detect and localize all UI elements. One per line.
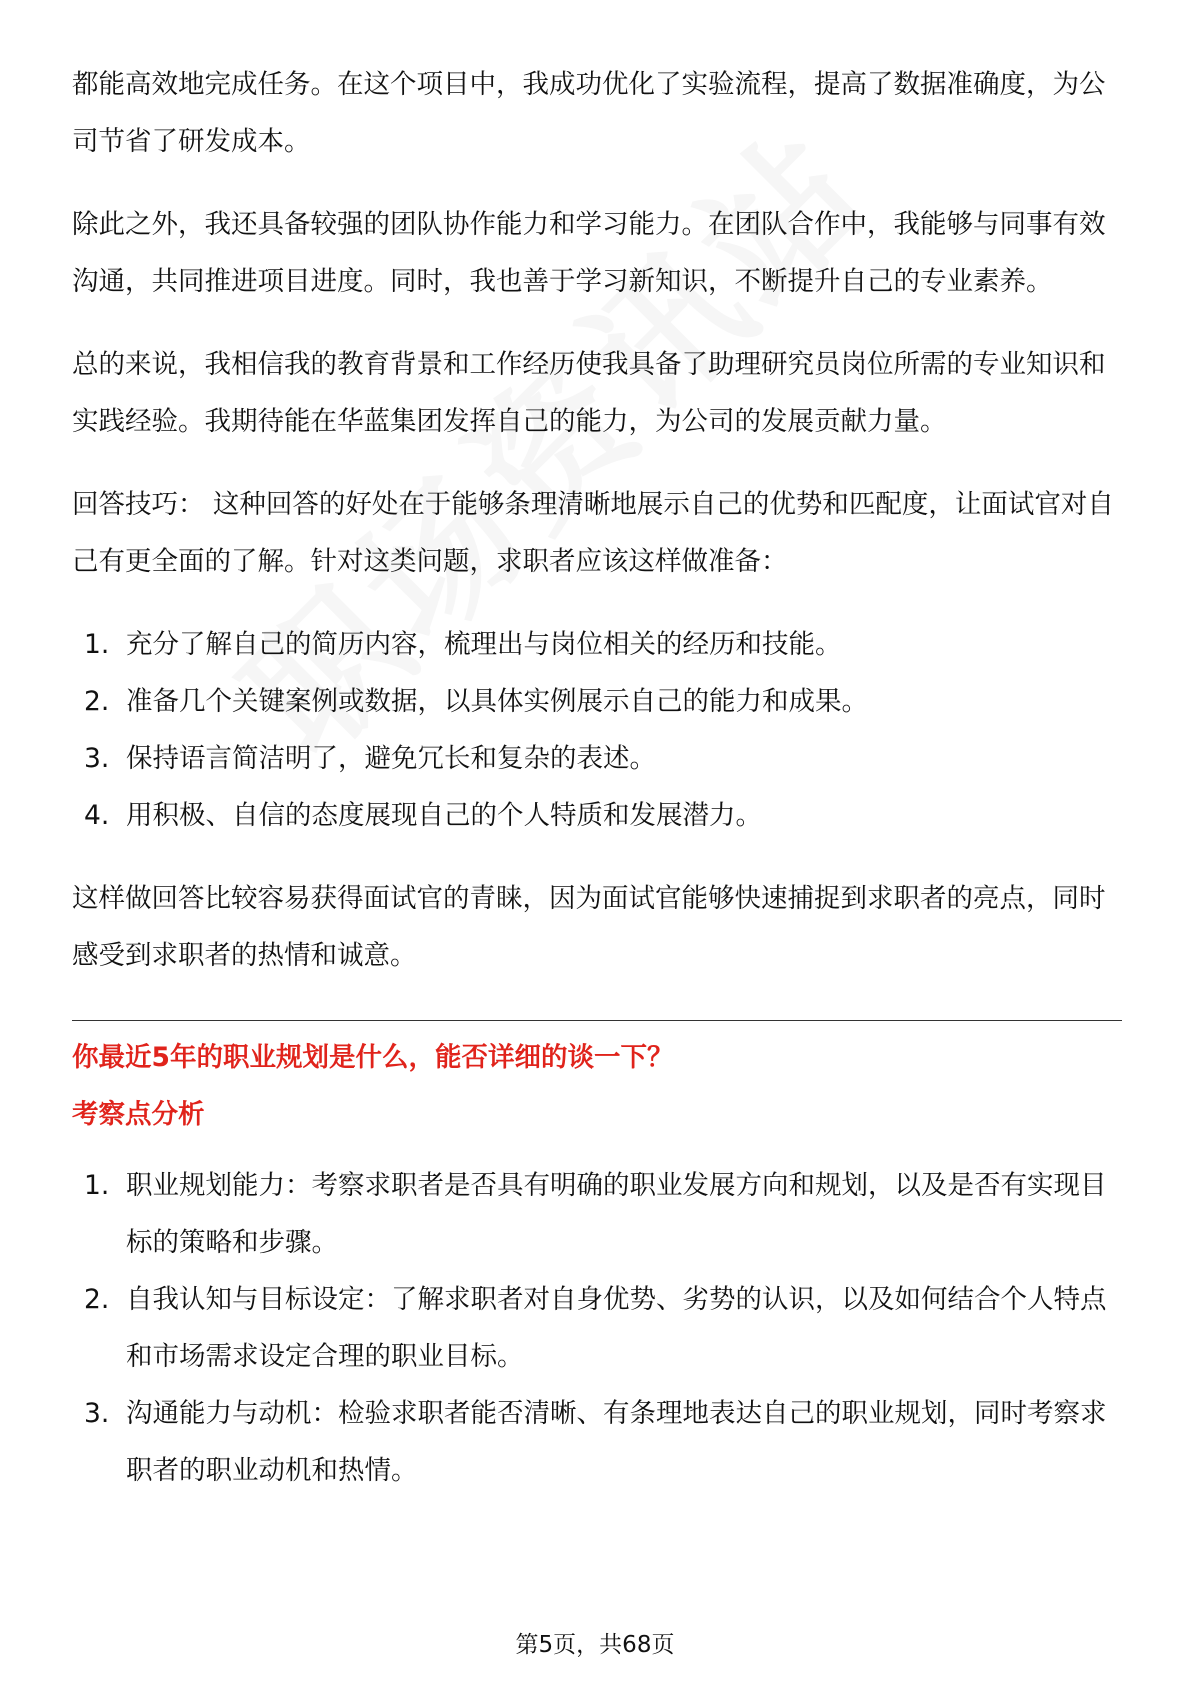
list-number: 1. [84,1170,110,1201]
section-divider [72,1020,1122,1021]
list-number: 1. [84,629,110,660]
page-number-footer: 第5页，共68页 [515,1632,675,1658]
question-heading: 你最近5年的职业规划是什么，能否详细的谈一下？ [72,1042,674,1073]
paragraph-task-completion: 都能高效地完成任务。在这个项目中，我成功优化了实验流程，提高了数据准确度，为公司节省了研发成本。 [72,69,1106,157]
list-number: 4. [84,800,110,831]
list-number: 2. [84,686,110,717]
tips-list [72,616,1122,844]
page-content [72,56,1122,1525]
list-item-text: 沟通能力与动机：检验求职者能否清晰、有条理地表达自己的职业规划，同时考察求职者的职业动机和热情。 [126,1398,1107,1486]
paragraph-summary: 总的来说，我相信我的教育背景和工作经历使我具备了助理研究员岗位所需的专业知识和实践经验。我期待能在华蓝集团发挥自己的能力，为公司的发展贡献力量。 [72,349,1106,437]
list-item-text: 充分了解自己的简历内容，梳理出与岗位相关的经历和技能。 [126,629,842,660]
list-item [72,1271,1122,1385]
list-item-text: 职业规划能力：考察求职者是否具有明确的职业发展方向和规划，以及是否有实现目标的策略和步骤。 [126,1170,1107,1258]
list-number: 2. [84,1284,110,1315]
list-item-text: 保持语言简洁明了，避免冗长和复杂的表述。 [126,743,656,774]
list-number: 3. [84,743,110,774]
paragraph-answer-tips: 回答技巧： 这种回答的好处在于能够条理清晰地展示自己的优势和匹配度，让面试官对自己有更全面的了解。针对这类问题，求职者应该这样做准备： [72,489,1114,577]
analysis-heading: 考察点分析 [72,1099,205,1130]
list-item [72,673,1122,730]
list-item-text: 用积极、自信的态度展现自己的个人特质和发展潜力。 [126,800,762,831]
list-number: 3. [84,1398,110,1429]
analysis-list [72,1157,1122,1499]
list-item [72,1385,1122,1499]
list-item [72,616,1122,673]
list-item-text: 自我认知与目标设定：了解求职者对自身优势、劣势的认识，以及如何结合个人特点和市场需求设定合理的职业目标。 [126,1284,1107,1372]
list-item [72,730,1122,787]
list-item [72,1157,1122,1271]
paragraph-teamwork: 除此之外，我还具备较强的团队协作能力和学习能力。在团队合作中，我能够与同事有效沟通，共同推进项目进度。同时，我也善于学习新知识，不断提升自己的专业素养。 [72,209,1106,297]
list-item-text: 准备几个关键案例或数据，以具体实例展示自己的能力和成果。 [126,686,868,717]
paragraph-closing: 这样做回答比较容易获得面试官的青睐，因为面试官能够快速捕捉到求职者的亮点，同时感受到求职者的热情和诚意。 [72,883,1106,971]
list-item [72,787,1122,844]
